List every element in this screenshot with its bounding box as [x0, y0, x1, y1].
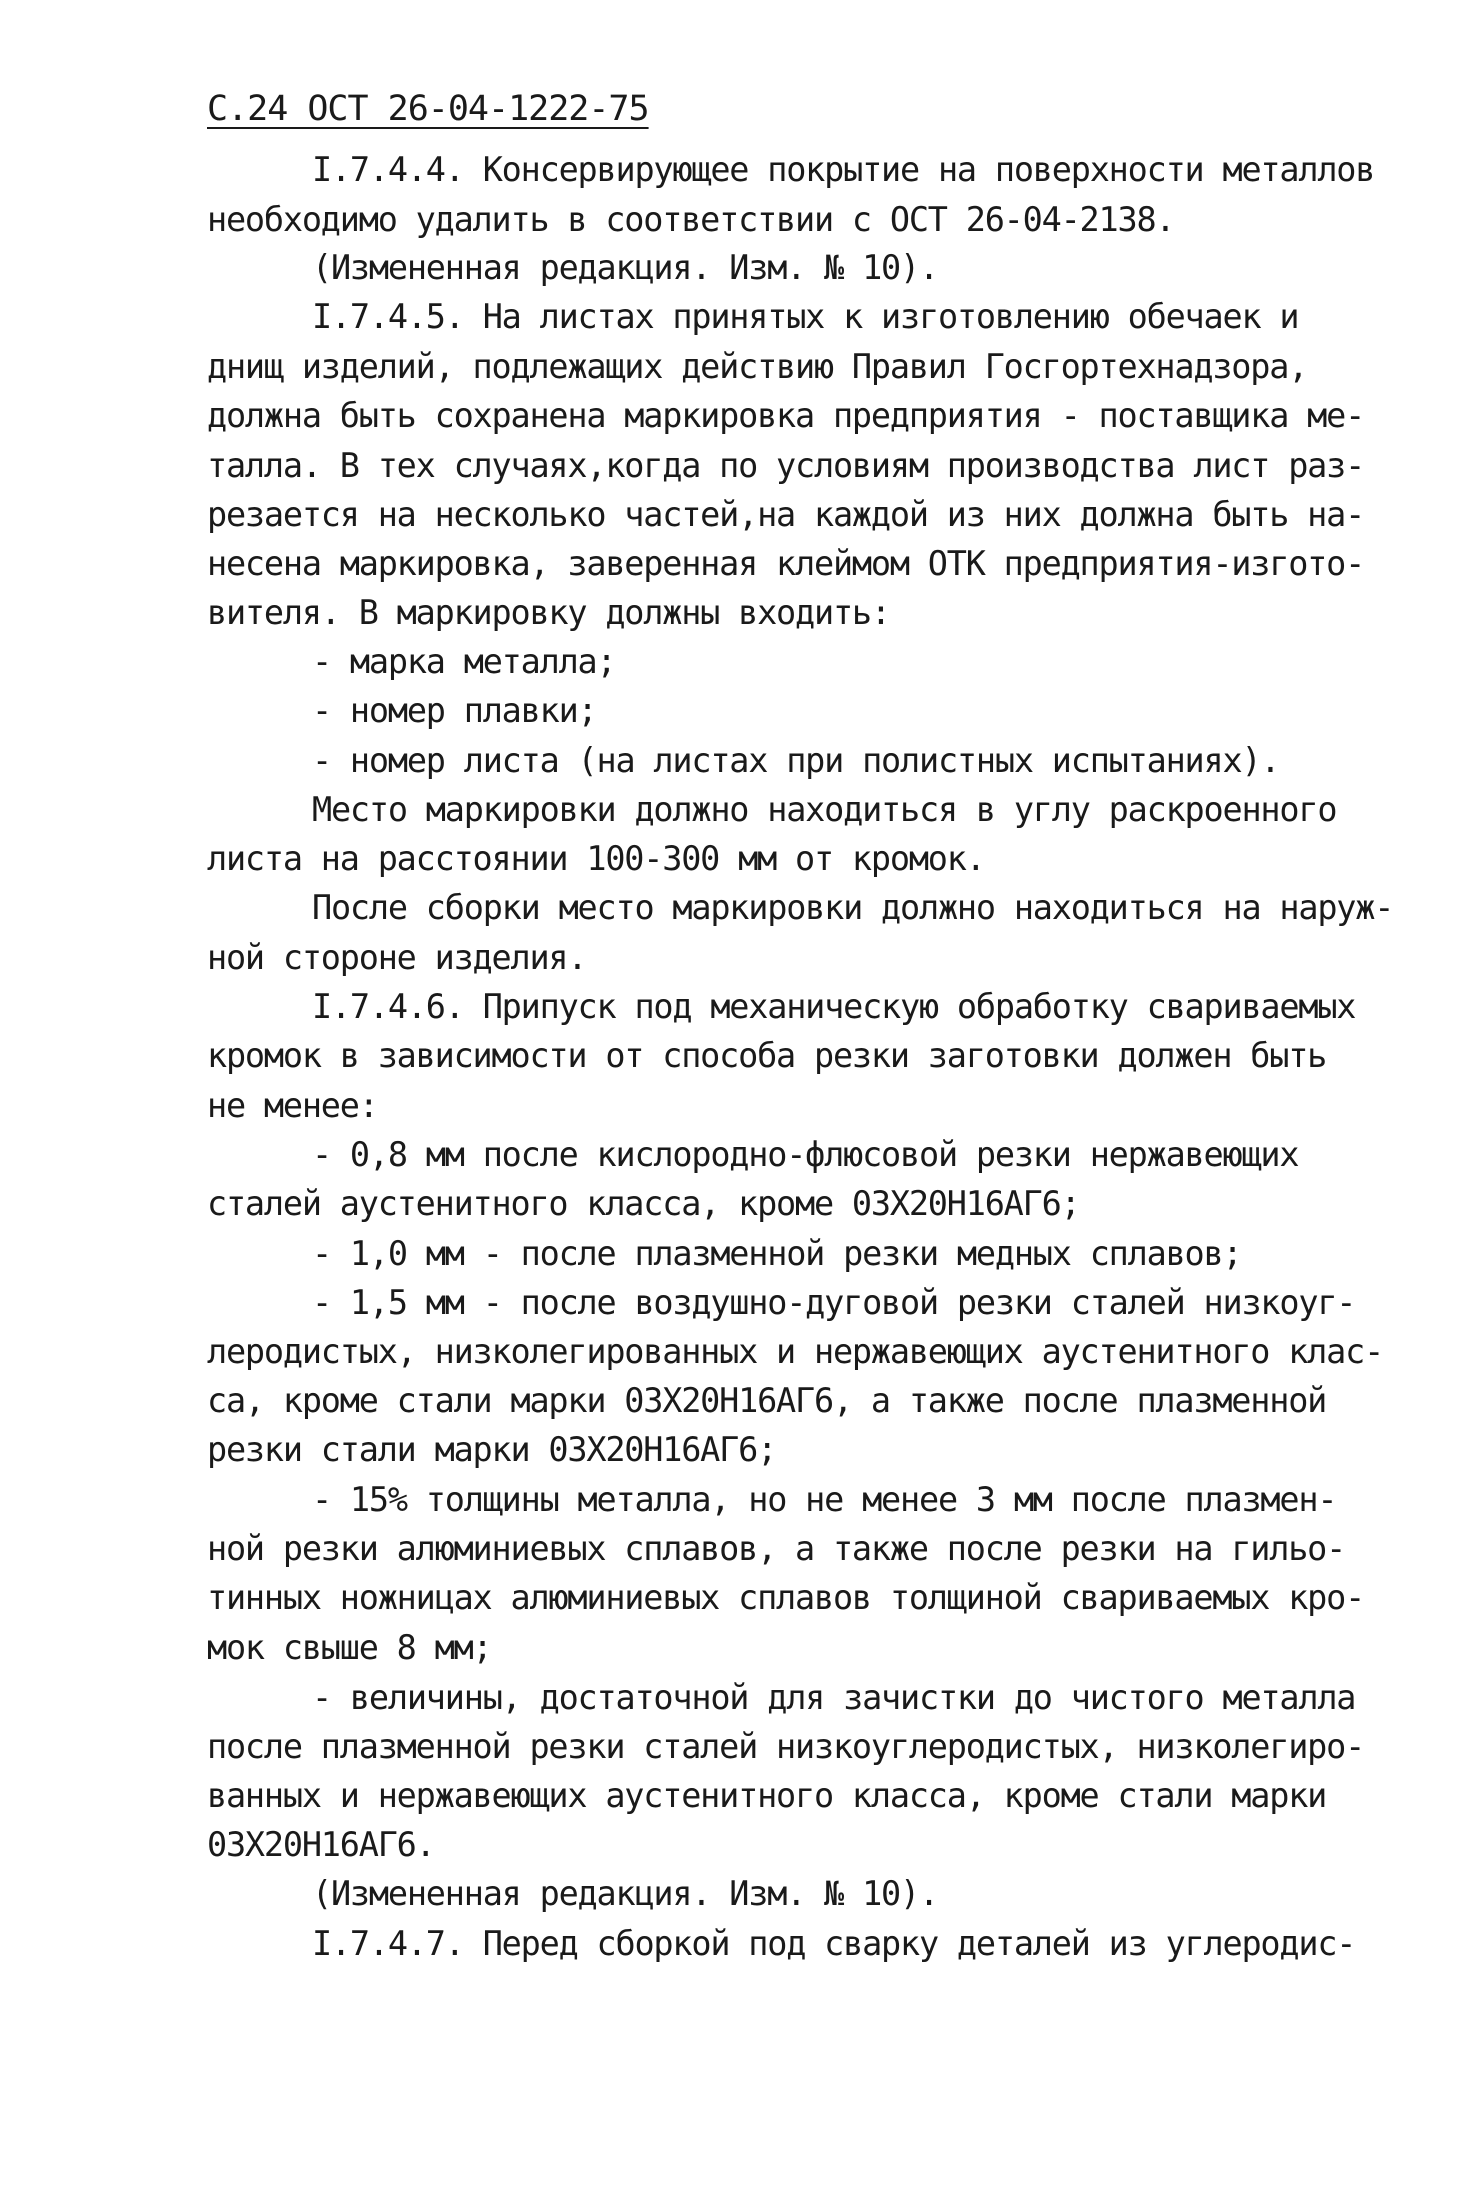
text-line: ной стороне изделия. [207, 938, 587, 977]
text-line: сталей аустенитного класса, кроме 03Х20Н16АГ6; [207, 1184, 1080, 1223]
text-line: ной резки алюминиевых сплавов, а также после резки на гильо- [207, 1529, 1346, 1568]
text-line: резки стали марки 03Х20Н16АГ6; [207, 1430, 777, 1469]
text-line: - величины, достаточной для зачистки до чистого металла [312, 1678, 1356, 1717]
text-line: 03Х20Н16АГ6. [207, 1825, 435, 1864]
text-line: - номер плавки; [312, 691, 597, 730]
text-line: мок свыше 8 мм; [207, 1628, 492, 1667]
text-line: - 1,5 мм - после воздушно-дуговой резки сталей низкоуг- [312, 1283, 1356, 1322]
text-line: днищ изделий, подлежащих действию Правил Госгортехнадзора, [207, 347, 1308, 386]
text-line: - 1,0 мм - после плазменной резки медных сплавов; [312, 1234, 1242, 1273]
text-line: листа на расстоянии 100-300 мм от кромок. [207, 839, 985, 878]
text-line: резается на несколько частей,на каждой из них должна быть на- [207, 495, 1365, 534]
page-header: С.24 ОСТ 26-04-1222-75 [207, 89, 649, 129]
text-line: I.7.4.4. Консервирующее покрытие на поверхности металлов [312, 150, 1375, 189]
text-line: I.7.4.5. На листах принятых к изготовлению обечаек и [312, 297, 1299, 336]
text-line: - 0,8 мм после кислородно-флюсовой резки нержавеющих [312, 1135, 1299, 1174]
text-line: После сборки место маркировки должно находиться на наруж- [312, 888, 1394, 927]
text-line: - 15% толщины металла, но не менее 3 мм после плазмен- [312, 1480, 1337, 1519]
text-line: талла. В тех случаях,когда по условиям производства лист раз- [207, 446, 1365, 485]
text-line: несена маркировка, заверенная клеймом ОТК предприятия-изгото- [207, 544, 1365, 583]
text-line: вителя. В маркировку должны входить: [207, 593, 890, 632]
text-line: кромок в зависимости от способа резки заготовки должен быть [207, 1036, 1327, 1075]
text-line: ванных и нержавеющих аустенитного класса, кроме стали марки [207, 1776, 1327, 1815]
text-line: не менее: [207, 1086, 378, 1125]
text-line: са, кроме стали марки 03Х20Н16АГ6, а также после плазменной [207, 1381, 1327, 1420]
text-line: тинных ножницах алюминиевых сплавов толщиной свариваемых кро- [207, 1578, 1365, 1617]
text-line: после плазменной резки сталей низкоуглеродистых, низколегиро- [207, 1727, 1365, 1766]
text-line: I.7.4.7. Перед сборкой под сварку деталей из углеродис- [312, 1924, 1356, 1963]
text-line: (Измененная редакция. Изм. № 10). [312, 248, 938, 287]
text-line: (Измененная редакция. Изм. № 10). [312, 1874, 938, 1913]
text-line: леродистых, низколегированных и нержавеющих аустенитного клас- [207, 1332, 1384, 1371]
text-line: Место маркировки должно находиться в углу раскроенного [312, 790, 1337, 829]
text-line: I.7.4.6. Припуск под механическую обработку свариваемых [312, 987, 1356, 1026]
text-line: - номер листа (на листах при полистных испытаниях). [312, 741, 1280, 780]
text-line: должна быть сохранена маркировка предприятия - поставщика ме- [207, 396, 1365, 435]
text-line: - марка металла; [312, 642, 616, 681]
text-line: необходимо удалить в соответствии с ОСТ 26-04-2138. [207, 200, 1175, 239]
